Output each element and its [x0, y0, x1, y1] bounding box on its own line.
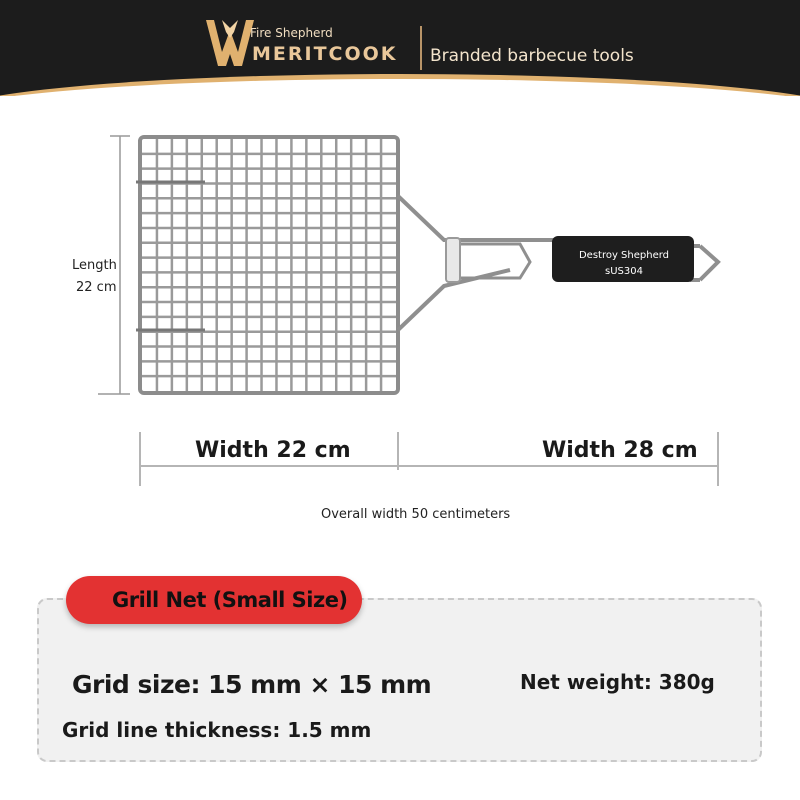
length-value: 22 cm [76, 280, 117, 295]
grid-thickness-spec: Grid line thickness: 1.5 mm [62, 718, 372, 742]
handle-ring [446, 238, 460, 282]
grid-size-spec: Grid size: 15 mm × 15 mm [72, 670, 432, 699]
grill-frame [140, 137, 398, 393]
width-grid-label: Width 22 cm [195, 438, 351, 463]
length-label: Length [72, 258, 117, 273]
brand-subtitle: Fire Shepherd [250, 26, 333, 40]
net-weight-spec: Net weight: 380g [520, 670, 715, 694]
handle-wire-upper [398, 196, 560, 240]
brand-name: MERITCOOK [252, 43, 398, 65]
product-title: Grill Net (Small Size) [112, 588, 348, 612]
handle-text-line1: Destroy Shepherd [578, 250, 670, 261]
brand-tagline: Branded barbecue tools [430, 46, 634, 66]
grill-grid [142, 139, 396, 391]
handle-text-line2: sUS304 [605, 266, 643, 277]
overall-width-label: Overall width 50 centimeters [321, 507, 511, 522]
width-handle-label: Width 28 cm [542, 438, 698, 463]
